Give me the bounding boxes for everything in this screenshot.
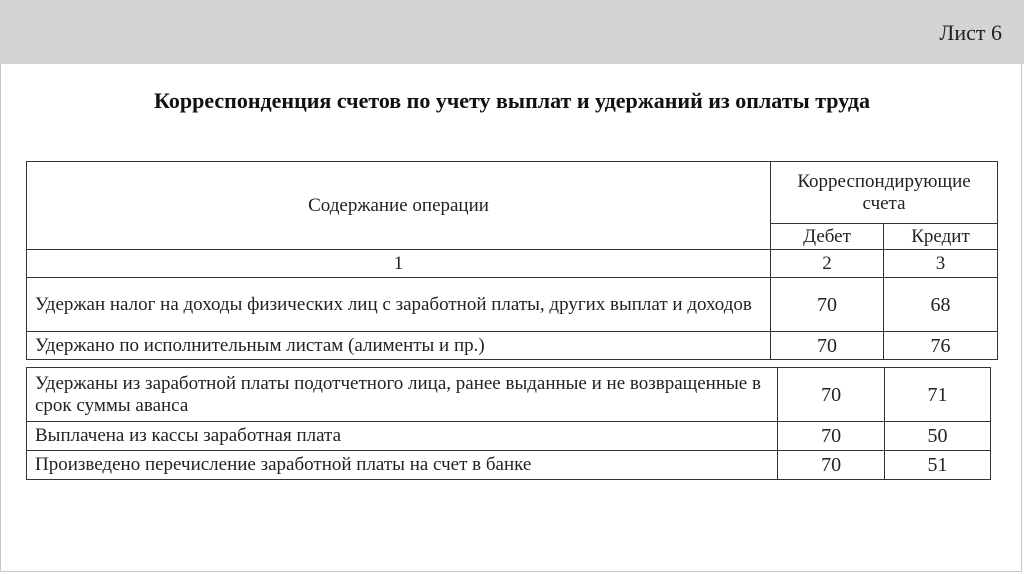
operation-cell: Удержан налог на доходы физических лиц с заработной платы, других выплат и доходов [27, 278, 771, 332]
slide-title: Корреспонденция счетов по учету выплат и удержаний из оплаты труда [154, 88, 870, 113]
table-row [27, 368, 991, 422]
credit-cell: 71 [885, 368, 991, 422]
credit-cell: 68 [884, 278, 998, 332]
header-credit: Кредит [884, 224, 998, 250]
table-row [27, 451, 991, 480]
accounts-table-bottom [26, 367, 991, 480]
table-row [27, 278, 998, 332]
sheet-label: Лист 6 [939, 20, 1002, 45]
operation-cell: Выплачена из кассы заработная плата [27, 422, 778, 451]
credit-cell: 76 [884, 332, 998, 360]
debit-cell: 70 [771, 332, 884, 360]
header-debit: Дебет [771, 224, 884, 250]
operation-cell: Удержано по исполнительным листам (алименты и пр.) [27, 332, 771, 360]
column-number-row [27, 250, 998, 278]
accounts-table-top [26, 161, 998, 360]
table-header-row [27, 162, 998, 224]
operation-cell: Произведено перечисление заработной платы на счет в банке [27, 451, 778, 480]
header-operation: Содержание операции [27, 162, 771, 250]
credit-cell: 51 [885, 451, 991, 480]
debit-cell: 70 [771, 278, 884, 332]
table-row [27, 332, 998, 360]
table-row [27, 422, 991, 451]
column-number: 3 [884, 250, 998, 278]
column-number: 1 [27, 250, 771, 278]
operation-cell: Удержаны из заработной платы подотчетного лица, ранее выданные и не возвращенные в срок суммы аванса [27, 368, 778, 422]
debit-cell: 70 [778, 422, 885, 451]
header-accounts: Корреспондирующие счета [771, 162, 998, 224]
credit-cell: 50 [885, 422, 991, 451]
column-number: 2 [771, 250, 884, 278]
slide-header-band [0, 0, 1024, 64]
debit-cell: 70 [778, 368, 885, 422]
debit-cell: 70 [778, 451, 885, 480]
